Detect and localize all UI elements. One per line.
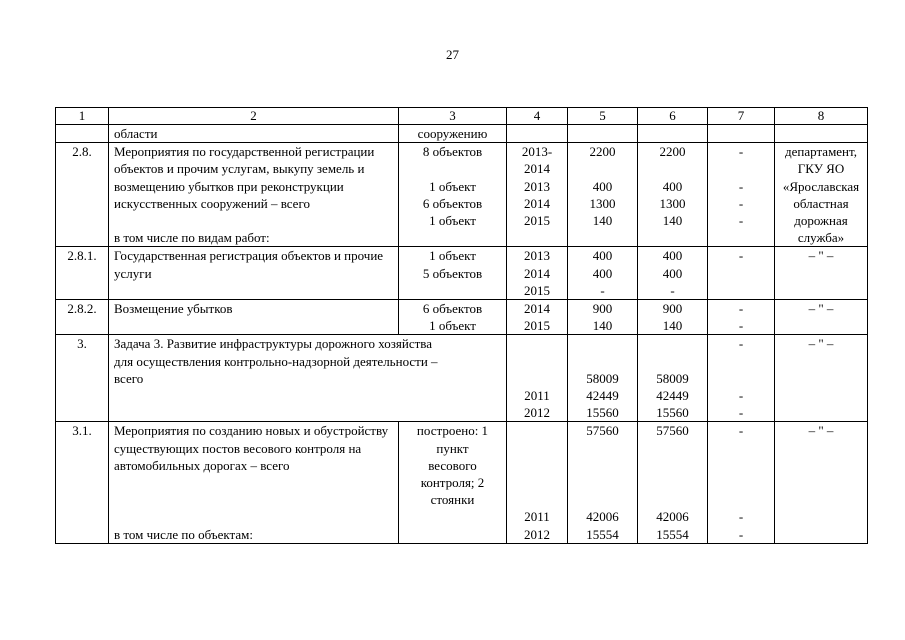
header-cell: 4 [507,108,568,125]
dash: - [738,144,744,160]
row-description: Мероприятия по созданию новых и обустройству существующих постов весового контроля на автомобильных дорогах – всего [114,423,389,473]
row-description: Мероприятия по государственной регистрации объектов и прочим услугам, выкупу земель и возмещению убытков при реконструкции искусственных сооружений – всего [114,144,375,211]
year: 2015 [524,213,550,229]
dash: - [738,388,744,404]
row-number: 2.8.2. [56,300,109,335]
header-cell: 8 [775,108,868,125]
ditto-mark: – " – [808,301,834,317]
page-number: 27 [446,47,459,62]
amount: 900 [592,301,613,317]
cell-text: области [109,125,399,143]
ditto-mark: – " – [808,423,834,439]
amount: 42006 [656,509,689,525]
header-cell: 7 [708,108,775,125]
table-row-3-1 [56,422,868,543]
amount: 15554 [656,526,689,542]
row-subheading: в том числе по объектам: [114,526,253,542]
header-cell: 6 [638,108,708,125]
amount: 57560 [586,423,619,439]
year: 2014 [524,265,550,281]
dash: - [738,405,744,421]
amount: 1300 [659,195,686,211]
year: 2012 [524,405,550,421]
year: 2011 [524,509,550,525]
year: 2015 [524,318,550,334]
amount: - [600,282,605,298]
header-cell: 1 [56,108,109,125]
amount: 140 [662,318,683,334]
plan-table [55,107,868,544]
row-number: 2.8. [56,143,109,247]
object-count: 8 объектов [422,144,483,160]
row-number: 2.8.1. [56,247,109,300]
header-cell: 3 [399,108,507,125]
year: 2012 [524,526,550,542]
dash: - [738,336,744,352]
amount: 58009 [586,370,619,386]
amount: 42449 [586,388,619,404]
amount: 42449 [656,388,689,404]
row-description: Возмещение убытков [109,300,399,335]
year: 2015 [524,282,550,298]
header-cell: 5 [568,108,638,125]
amount: 42006 [586,509,619,525]
object-count: 6 объектов [422,301,483,317]
task-title-line: для осуществления контрольно-надзорной деятельности – [114,353,438,369]
amount: 57560 [656,423,689,439]
amount: 400 [592,265,613,281]
object-count: 1 объект [429,318,476,334]
dash: - [738,318,744,334]
row-description: Государственная регистрация объектов и прочие услуги [114,248,384,281]
dash: - [738,248,744,264]
task-title-line: Задача 3. Развитие инфраструктуры дорожного хозяйства [114,336,433,352]
object-count: 1 объект [429,248,476,264]
dash: - [738,301,744,317]
amount: 400 [592,248,613,264]
responsible-party: департамент, ГКУ ЯО «Ярославская областная дорожная служба» [775,143,868,247]
row-number: 3.1. [56,422,109,543]
continuation-row [56,125,868,143]
amount: 900 [662,301,683,317]
object-count: 1 объект [429,178,476,194]
object-count: 5 объектов [422,265,483,281]
amount: 140 [592,318,613,334]
amount: 1300 [589,195,616,211]
object-count: 1 объект [429,213,476,228]
object-count: 6 объектов [422,195,483,211]
amount: 15560 [656,405,689,421]
amount: 15554 [586,526,619,542]
amount: 15560 [586,405,619,421]
year: 2013 [524,248,550,264]
table-row-2-8-1 [56,247,868,300]
amount: 140 [592,213,613,228]
year: 2013 [524,178,550,194]
dash: - [738,526,744,542]
dash: - [738,213,744,228]
table-row-2-8-2 [56,300,868,335]
row-number: 3. [56,335,109,422]
construction-note: построено: 1 пункт весового контроля; 2 стоянки [416,423,489,508]
amount: 2200 [589,144,616,160]
year: 2014 [524,195,550,211]
cell-text: сооружению [399,125,507,143]
amount: 400 [662,248,683,264]
amount: - [670,282,675,298]
amount: 400 [662,178,683,194]
year: 2013- [521,144,553,160]
dash: - [738,195,744,211]
amount: 140 [662,213,683,228]
table-row-2-8 [56,143,868,247]
table-row-3 [56,335,868,422]
header-cell: 2 [109,108,399,125]
task-title-line: всего [114,370,144,386]
year: 2014 [524,301,550,317]
header-row [56,108,868,125]
year: 2014 [524,161,550,177]
dash: - [738,423,744,439]
amount: 2200 [659,144,686,160]
year: 2011 [524,388,550,403]
amount: 400 [662,265,683,281]
ditto-mark: – " – [808,248,834,264]
dash: - [738,178,744,194]
amount: 58009 [656,370,689,386]
row-subheading: в том числе по видам работ: [114,230,270,246]
dash: - [738,509,744,525]
ditto-mark: – " – [808,336,834,352]
amount: 400 [592,178,613,194]
